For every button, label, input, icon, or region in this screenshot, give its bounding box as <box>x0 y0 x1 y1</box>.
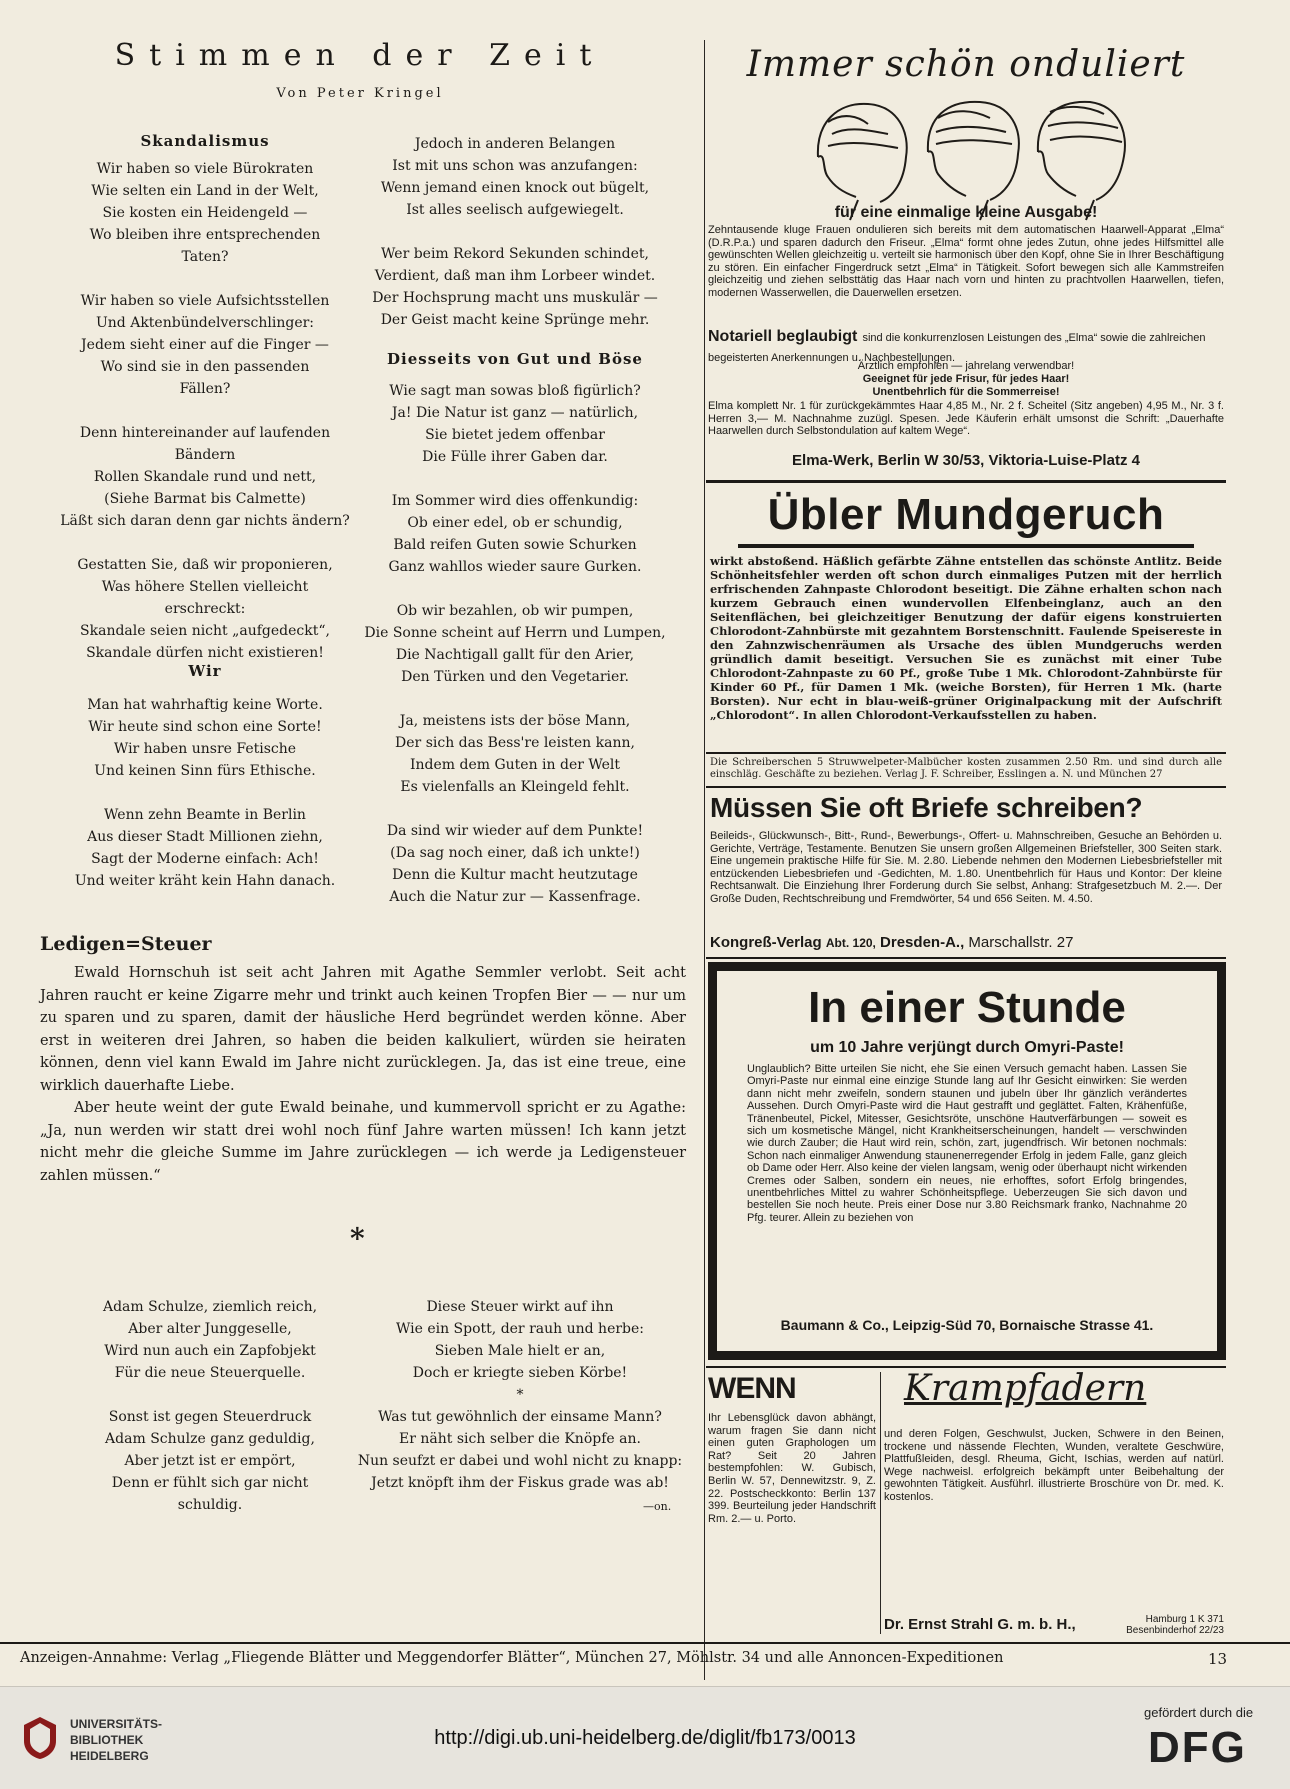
strahl-body: und deren Folgen, Geschwulst, Jucken, Schwere in den Beinen, trockene und nässende Flechten, Wunden, veraltete Geschwüre, Plattfußleiden, desgl. Rheuma, Gicht, Ischias, werden auf natürl. Wege nachweisl. erfolgreich bekämpft unter Beibehaltung der gewohnten Tätigkeit. Ausführl. illustrierte Broschüre von Dr. med. K. kostenlos. <box>884 1428 1224 1503</box>
divider-3 <box>706 786 1226 788</box>
poem-line <box>355 221 675 243</box>
poem-line <box>40 532 370 554</box>
poem-line: erschreckt: <box>164 601 246 617</box>
document-url[interactable]: http://digi.ub.uni-heidelberg.de/diglit/fb173/0013 <box>434 1727 856 1749</box>
poem-line: Ob wir bezahlen, ob wir pumpen, <box>396 603 634 619</box>
wenn-big: WENN <box>708 1372 796 1405</box>
poem-line: Die Fülle ihrer Gaben dar. <box>422 449 608 465</box>
ledigen-title: Ledigen=Steuer <box>40 933 212 955</box>
chlorodont-body: wirkt abstoßend. Häßlich gefärbte Zähne entstellen das schönste Antlitz. Beide Schönheitsfehler werden oft schon durch einmaliges Putzen mit der herrlich erfrischenden Zahnpaste Chlorodont beseitigt. Die Zähne erhalten schon nach kurzem Gebrauch einen wundervollen Elfenbeinglanz, auch an den Seitenflächen, bei gleichzeitiger Benutzung der dafür eigens konstruierten Chlorodont-Zahnbürste mit gezahntem Borstenschnitt. Faulende Speisereste in den Zahnzwischenräumen als Ursache des üblen Mundgeruchs werden gründlich damit beseitigt. Versuchen Sie es zunächst mit einer Tube Chlorodont-Zahnpaste zu 60 Pf., große Tube 1 Mk. Chlorodont-Zahnbürste für Kinder 60 Pf., für Damen 1 Mk. (weiche Borsten), für Herren 1 Mk. (harte Borsten). Nur echt in blau-weiß-grüner Originalpackung mit der Aufschrift „Chlorodont“. In allen Chlorodont-Verkaufsstellen zu haben. <box>710 554 1222 722</box>
footer-rule <box>0 1642 1290 1644</box>
poem-title-skandalismus: Skandalismus <box>140 132 270 150</box>
library-logo-line2: BIBLIOTHEK <box>70 1733 144 1747</box>
ad-wenn <box>708 1372 876 1642</box>
poem-title-wir: Wir <box>188 662 222 680</box>
poem-line: Fällen? <box>179 381 231 397</box>
article-signature: —on. <box>643 1500 672 1513</box>
strahl-address: Hamburg 1 K 371 Besenbinderhof 22/23 <box>1126 1614 1224 1636</box>
poem-line: Für die neue Steuerquelle. <box>114 1365 306 1381</box>
elma-line-b: Geeignet für jede Frisur, für jedes Haar! <box>862 373 1070 385</box>
poem-line: Wir heute sind schon eine Sorte! <box>88 719 322 735</box>
poem-line: (Da sag noch einer, daß ich unkte!) <box>390 845 640 861</box>
poem-line: Den Türken und den Vegetarier. <box>401 669 629 685</box>
omyri-subheadline: um 10 Jahre verjüngt durch Omyri-Paste! <box>810 1039 1124 1056</box>
poem-line: Der Geist macht keine Sprünge mehr. <box>380 312 650 328</box>
poem-line: Ja, meistens ists der böse Mann, <box>399 713 631 729</box>
poem-line: Wenn jemand einen knock out bügelt, <box>380 180 650 196</box>
poem-line: Sie bietet jedem offenbar <box>425 427 605 443</box>
poem-line: Ganz wahllos wieder saure Gurken. <box>388 559 642 575</box>
page-footer-text: Anzeigen-Annahme: Verlag „Fliegende Blätter und Meggendorfer Blätter“, München 27, Möhlstr. 34 und alle Annoncen-Expeditionen <box>20 1650 1004 1666</box>
omyri-body: Unglaublich? Bitte urteilen Sie nicht, ehe Sie einen Versuch gemacht haben. Lassen Sie Omyri-Paste nur einmal eine einzige Stunde lang auf Ihr Gesicht einwirken: Sie werden dann nicht mehr zweifeln, sondern staunen und jubeln über Ihr gänzlich verändertes Aussehen. Durch Omyri-Paste wird die Haut gestrafft und geglättet. Falten, Krähenfüße, Tränenbeutel, Pickel, Mitesser, Gesichtsröte, unschöne Hautverfärbungen — soweit es sich um kosmetische Mängel, nicht Krankheitserscheinungen, handelt — verschwinden wie durch Zauber; die Haut wird rein, schön, zart, jugendfrisch. Wir betonen nochmals: Schon nach einmaliger Anwendung staunenerregender Erfolg in jedem Falle, ganz gleich ob Dame oder Herr. Also keine der vielen langsam, wenig oder überhaupt nicht wirkenden Cremes oder Salben, sondern ein neues, nie erhofftes, sofort Erfolg bringendes, unentbehrliches Mittel zu wahrer Schönheitspflege. Ueberzeugen Sie sich davon und bestellen Sie noch heute. Preis einer Dose nur 3.80 Reichsmark franko, Nachnahme 20 Pfg. teurer. Allein zu beziehen von <box>747 1063 1187 1224</box>
poem-line: Bald reifen Guten sowie Schurken <box>393 537 637 553</box>
poem-line: Ob einer edel, ob er schundig, <box>407 515 623 531</box>
chlorodont-headline: Übler Mundgeruch <box>738 486 1194 548</box>
poem-line: Man hat wahrhaftig keine Worte. <box>87 697 323 713</box>
poem-line: Ist alles seelisch aufgewiegelt. <box>406 202 624 218</box>
section-star: * <box>350 1222 365 1255</box>
poem-line: Die Sonne scheint auf Herrn und Lumpen, <box>364 625 666 641</box>
poem-line: Auch die Natur zur — Kassenfrage. <box>389 889 641 905</box>
poem-skandalismus <box>40 158 370 664</box>
poem-line: Wie selten ein Land in der Welt, <box>91 183 319 199</box>
elma-body-2: sind die konkurrenzlosen Leistungen des „Elma“ sowie die zahlreichen begeisterten Anerkennungen u. Nachbestellungen. <box>708 332 1206 364</box>
poem-line: Die Nachtigall gallt für den Arier, <box>395 647 635 663</box>
poem-line: Der Hochsprung macht uns muskulär — <box>372 290 658 306</box>
poem-line: Da sind wir wieder auf dem Punkte! <box>386 823 644 839</box>
ad-separator <box>880 1372 881 1634</box>
poem-line: Jetzt knöpft ihm der Fiskus grade was ab! <box>371 1475 669 1491</box>
poem-line: Gestatten Sie, daß wir proponieren, <box>77 557 333 573</box>
elma-line-c: Unentbehrlich für die Sommerreise! <box>872 386 1060 398</box>
poem-line: Wir haben so viele Aufsichtsstellen <box>80 293 330 309</box>
poem-line: (Siehe Barmat bis Calmette) <box>104 491 306 507</box>
poem-line: Aber alter Junggeselle, <box>128 1321 292 1337</box>
poem-line: Denn hintereinander auf laufenden <box>79 425 331 441</box>
poem-line: Denn er fühlt sich gar nicht <box>111 1475 309 1491</box>
page-number: 13 <box>1208 1650 1228 1668</box>
briefe-footer <box>710 934 1222 951</box>
ad-elma <box>708 36 1224 476</box>
poem-line: schuldig. <box>177 1497 243 1513</box>
poem-line: Sie kosten ein Heidengeld — <box>102 205 308 221</box>
poem-line: Und keinen Sinn fürs Ethische. <box>94 763 316 779</box>
elma-notariell: Notariell beglaubigt <box>708 328 858 345</box>
poem-line: Wird nun auch ein Zapfobjekt <box>104 1343 316 1359</box>
article-title: Stimmen der Zeit <box>114 38 606 73</box>
poem-line: Sieben Male hielt er an, <box>434 1343 606 1359</box>
ad-omyri <box>708 962 1226 1360</box>
poem-line: Ja! Die Natur ist ganz — natürlich, <box>391 405 639 421</box>
poem-line: Wie ein Spott, der rauh und herbe: <box>395 1321 645 1337</box>
poem-line: Und Aktenbündelverschlinger: <box>95 315 315 331</box>
briefe-footer-bold: Kongreß-Verlag <box>710 934 822 951</box>
wenn-text: Ihr Lebensglück davon abhängt, warum fragen Sie dann nicht einen guten Graphologen um Rat? Seit 20 Jahren bestempfohlen: W. Gubisch, Berlin W. 57, Dennewitzstr. 9, Z. 22. Postscheckkonto: Berlin 137 399. Beurteilung jeder Handschrift Rm. 2.— u. Porto. <box>708 1412 876 1525</box>
poem-line: Wo sind sie in den passenden <box>100 359 310 375</box>
poem-title-diesseits: Diesseits von Gut und Böse <box>387 350 643 368</box>
poem-line: Im Sommer wird dies offenkundig: <box>391 493 639 509</box>
elma-line-a: Ärztlich empfohlen — jahrelang verwendbar! <box>857 360 1075 372</box>
elma-script-title: Immer schön onduliert <box>746 44 1186 85</box>
poem-line: Sagt der Moderne einfach: Ach! <box>91 851 319 867</box>
poem-line: Doch er kriegte sieben Körbe! <box>412 1365 628 1381</box>
poem-line: Rollen Skandale rund und nett, <box>93 469 317 485</box>
poem-line: Wie sagt man sowas bloß figürlich? <box>389 383 641 399</box>
poem-line: Ist mit uns schon was anzufangen: <box>392 158 638 174</box>
poem-line <box>355 688 675 710</box>
poem-adam-schulze-right <box>355 1296 685 1494</box>
poem-line: Verdient, daß man ihm Lorbeer windet. <box>374 268 656 284</box>
poem-line: Was tut gewöhnlich der einsame Mann? <box>378 1409 662 1425</box>
poem-line: * <box>516 1387 524 1403</box>
poem-line: Es vielenfalls an Kleingeld fehlt. <box>400 779 630 795</box>
poem-line: Jedem sieht einer auf die Finger — <box>81 337 329 353</box>
poem-line: Wenn zehn Beamte in Berlin <box>104 807 306 823</box>
elma-body-1: Zehntausende kluge Frauen ondulieren sich bereits mit dem automatischen Haarwell-Apparat „Elma“ (D.R.P.a.) und sparen dadurch den Friseur. „Elma“ formt ohne jedes Zutun, ohne jedes Hilfsmittel alle gewünschten Wellen gleichzeitig u. verteilt sie harmonisch über den Kopf, ohne Sie in Ihrer Beschäftigung zu stören. Ein einfacher Fingerdruck setzt „Elma“ in Tätigkeit. Sofort bewegen sich alle Kammstreifen gleichzeitig und ziehen selbsttätig das Haar nach vorn und hinten zu prachtvollen Haarwellen, tiefen, modernen Wasserwellen, die Dauerwellen ersetzen. <box>708 224 1224 299</box>
dfg-logo: DFG <box>1148 1723 1247 1772</box>
poem-line: Wir haben unsre Fetische <box>113 741 297 757</box>
poem-line: Und weiter kräht kein Hahn danach. <box>74 873 336 889</box>
ad-schreiber: Die Schreiberschen 5 Struwwelpeter-Malbücher kosten zusammen 2.50 Rm. und sind durch alle einschläg. Geschäfte zu beziehen. Verlag J. F. Schreiber, Esslingen a. N. und München 27 <box>710 757 1222 780</box>
poem-line: Diese Steuer wirkt auf ihn <box>426 1299 614 1315</box>
poem-line <box>355 468 675 490</box>
library-footer-bar <box>0 1686 1290 1789</box>
briefe-footer-abt: Abt. 120, <box>825 936 876 950</box>
poem-line <box>40 782 370 804</box>
poem-line <box>40 268 370 290</box>
poem-line: Bändern <box>174 447 236 463</box>
column-rule <box>704 40 705 1680</box>
poem-line: Was höhere Stellen vielleicht <box>101 579 309 595</box>
ad-strahl <box>884 1368 1224 1642</box>
poem-line <box>70 1384 350 1406</box>
library-logo-line3: HEIDELBERG <box>70 1749 149 1763</box>
poem-skandalismus-right <box>355 133 675 331</box>
ledigen-paragraph-2: Aber heute weint der gute Ewald beinahe, und kummervoll spricht er zu Agathe: „Ja, nun werden wir statt drei wohl noch fünf Jahre warten müssen! Ich kann jetzt nicht mehr die gleiche Summe im Jahre zurücklegen — ich werde ja Ledigensteuer zahlen müssen.“ <box>40 1100 686 1184</box>
poem-line: Aus dieser Stadt Millionen ziehn, <box>87 829 323 845</box>
poem-line: Skandale dürfen nicht existieren! <box>86 645 324 661</box>
ad-chlorodont <box>708 486 1224 786</box>
briefe-footer-city: Dresden-A., <box>880 934 965 951</box>
elma-footer: Elma-Werk, Berlin W 30/53, Viktoria-Luise-Platz 4 <box>792 452 1140 469</box>
poem-line: Nun seufzt er dabei und wohl nicht zu knapp: <box>357 1453 683 1469</box>
poem-line <box>355 578 675 600</box>
briefe-body: Beileids-, Glückwunsch-, Bitt-, Rund-, Bewerbungs-, Offert- u. Mahnschreiben, Gesuche an Behörden u. Gerichte, Verträge, Testamente. Benutzen Sie unsern großen Allgemeinen Briefsteller, 300 Seiten stark. Eine ungemein praktische Hilfe für Sie. M. 2.80. Liebende nehmen den Modernen Liebesbriefsteller mit entzückenden Liebesbriefen und -Gedichten, M. 1.80. Unentbehrlich für Haus und Kontor: Der kleine Rechtsanwalt. Die Einziehung Ihrer Forderung durch Sie selbst, Anhang: Strafgesetzbuch M. 2.—. Der Große Duden, Rechtschreibung und Fremdwörter, 54 und 656 Seiten. M. 4.50. <box>710 830 1222 905</box>
poem-line: Denn die Kultur macht heutzutage <box>392 867 638 883</box>
poem-line: Wir haben so viele Bürokraten <box>96 161 314 177</box>
poem-wir <box>40 694 370 892</box>
poem-line: Sonst ist gegen Steuerdruck <box>108 1409 312 1425</box>
poem-line: Läßt sich daran denn gar nichts ändern? <box>60 513 350 529</box>
poem-line: Adam Schulze, ziemlich reich, <box>102 1299 318 1315</box>
library-logo-line1: UNIVERSITÄTS- <box>70 1717 163 1731</box>
poem-line: Skandale seien nicht „aufgedeckt“, <box>80 623 330 639</box>
poem-line: Der sich das Bess're leisten kann, <box>395 735 635 751</box>
poem-line <box>355 798 675 820</box>
poem-line <box>40 400 370 422</box>
poem-line: Indem dem Guten in der Welt <box>409 757 621 773</box>
divider-2 <box>706 752 1226 754</box>
poem-adam-schulze-left <box>70 1296 350 1516</box>
poem-line: Aber jetzt ist er empört, <box>124 1453 296 1469</box>
briefe-footer-street: Marschallstr. 27 <box>968 934 1074 951</box>
strahl-firm: Dr. Ernst Strahl G. m. b. H., <box>884 1616 1076 1633</box>
divider-1 <box>706 480 1226 483</box>
divider-4 <box>706 957 1226 959</box>
elma-body-3: Elma komplett Nr. 1 für zurückgekämmtes Haar 4,85 M., Nr. 2 f. Scheitel (Sitz angeben) 4,95 M., Nr. 3 f. Herren 3,— M. Nachnahme zuzügl. Spesen. Jede Käuferin erhält umsonst die Schrift: „Dauerhafte Haarwellen durch Selbstondulation auf kaltem Wege“. <box>708 400 1224 438</box>
poem-line: Adam Schulze ganz geduldig, <box>105 1431 315 1447</box>
poem-line: Taten? <box>181 249 229 265</box>
elma-faces-illustration <box>798 82 1128 222</box>
strahl-script: Krampfadern <box>904 1368 1147 1409</box>
poem-diesseits <box>355 380 675 908</box>
omyri-headline: In einer Stunde <box>808 983 1126 1032</box>
funded-by-label: gefördert durch die <box>1144 1705 1254 1720</box>
poem-line: Wo bleiben ihre entsprechenden <box>89 227 321 243</box>
article-byline: Von Peter Kringel <box>276 86 444 101</box>
poem-line: Wer beim Rekord Sekunden schindet, <box>381 246 649 262</box>
elma-headline: für eine einmalige kleine Ausgabe! <box>834 204 1098 221</box>
poem-line: Er näht sich selber die Knöpfe an. <box>399 1431 641 1447</box>
briefe-headline: Müssen Sie oft Briefe schreiben? <box>710 792 1143 823</box>
ledigen-paragraph-1: Ewald Hornschuh ist seit acht Jahren mit Agathe Semmler verlobt. Seit acht Jahren raucht er keine Zigarre mehr und trinkt auch keinen Tropfen Bier — — nur um zu sparen und zu sparen, damit der häusliche Herd begründet werden könne. Aber erst in weiteren drei Jahren, so haben die beiden kalkuliert, würden sie heiraten können, denn viel kann Ewald im Jahre nicht zurücklegen. Ja, das ist eine treue, eine wirklich dauerhafte Liebe. <box>40 965 686 1094</box>
poem-line: Jedoch in anderen Belangen <box>414 136 616 152</box>
omyri-footer: Baumann & Co., Leipzig-Süd 70, Bornaische Strasse 41. <box>780 1317 1154 1333</box>
